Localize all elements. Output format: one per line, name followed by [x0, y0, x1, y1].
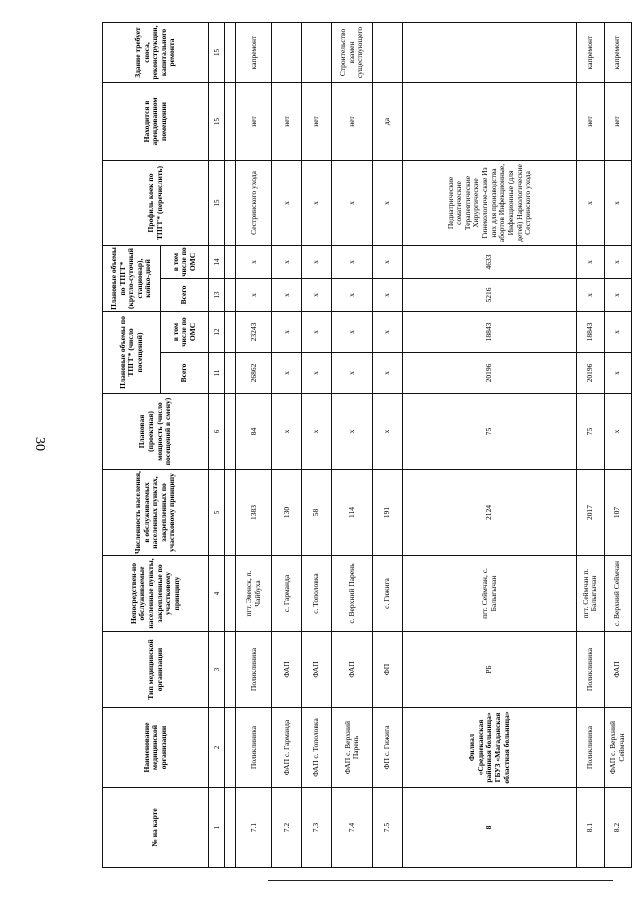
row-profile: Педиатрические соматические Терапевтические Хирургические Гинекологиче-ские Из них для производства абортов Инфекционные, Инфекционные (для детей) Наркологические Сестринского ухода	[403, 160, 577, 245]
row-rented: нет	[302, 82, 332, 160]
row-profile: х	[332, 160, 373, 245]
row-repair	[272, 22, 302, 82]
row-visits-oms: х	[373, 312, 403, 353]
header-visits-total: Всего	[161, 353, 209, 394]
row-beds-total: х	[332, 279, 373, 312]
row-name: ФАП с. Тополовка	[302, 708, 332, 788]
page-number: 30	[32, 437, 47, 451]
row-type: ФП	[373, 632, 403, 708]
row-repair	[373, 22, 403, 82]
header-beds-oms: в том числе по ОМС	[161, 245, 209, 278]
index-cell: 1	[209, 788, 225, 868]
row-beds-oms: х	[604, 245, 631, 278]
row-beds-total: х	[373, 279, 403, 312]
row-population: 58	[302, 470, 332, 556]
medical-organizations-table	[102, 22, 632, 868]
index-cell: 5	[209, 470, 225, 556]
row-visits-oms: х	[332, 312, 373, 353]
row-name: ФАП с. Гарманда	[272, 708, 302, 788]
row-type: ФАП	[272, 632, 302, 708]
row-type: ФАП	[332, 632, 373, 708]
footnote-rule	[268, 880, 613, 881]
row-capacity: 84	[236, 394, 272, 470]
row-settlements: пгт. Сеймчан п. Балыгычан	[577, 556, 604, 632]
row-capacity: х	[373, 394, 403, 470]
row-name: ФП с. Гижига	[373, 708, 403, 788]
index-cell: 2	[209, 708, 225, 788]
row-capacity: х	[302, 394, 332, 470]
row-population: 130	[272, 470, 302, 556]
table-row	[577, 22, 604, 867]
row-rented	[403, 82, 577, 160]
row-rented: нет	[604, 82, 631, 160]
row-visits-total: х	[604, 353, 631, 394]
row-repair: капремонт	[236, 22, 272, 82]
column-index-row	[209, 22, 225, 867]
index-cell: 11	[209, 353, 225, 394]
row-beds-oms: х	[332, 245, 373, 278]
row-visits-oms: х	[302, 312, 332, 353]
row-settlements: с. Верхний Парень	[332, 556, 373, 632]
row-settlements: с. Верхний Сеймчан	[604, 556, 631, 632]
row-name: ФАП с. Верхний Сеймчан	[604, 708, 631, 788]
row-rented: нет	[236, 82, 272, 160]
header-beds-total: Всего	[161, 279, 209, 312]
row-population: 1383	[236, 470, 272, 556]
row-name: ФАП с. Верхний Парень	[332, 708, 373, 788]
row-capacity: 75	[403, 394, 577, 470]
row-num: 7.2	[272, 788, 302, 868]
row-capacity: х	[272, 394, 302, 470]
row-population: 2124	[403, 470, 577, 556]
row-beds-oms: 4633	[403, 245, 577, 278]
row-visits-oms: 18843	[577, 312, 604, 353]
row-num: 7.4	[332, 788, 373, 868]
row-settlements: пгт. Сеймчан, с. Балыгычан	[403, 556, 577, 632]
header-capacity: Плановая (проектная) мощность (число посещений в смену)	[103, 394, 209, 470]
row-num: 8	[403, 788, 577, 868]
row-num: 7.3	[302, 788, 332, 868]
header-visits-oms: в том числе по ОМС	[161, 312, 209, 353]
row-profile: х	[373, 160, 403, 245]
row-type: ФАП	[604, 632, 631, 708]
row-beds-total: х	[302, 279, 332, 312]
row-beds-total: х	[577, 279, 604, 312]
row-repair: Строительство взамен существующего	[332, 22, 373, 82]
table-row	[302, 22, 332, 867]
row-capacity: 75	[577, 394, 604, 470]
row-visits-total: 20196	[577, 353, 604, 394]
index-cell: 15	[209, 22, 225, 82]
table-row	[236, 22, 272, 867]
table-row	[604, 22, 631, 867]
index-cell: 6	[209, 394, 225, 470]
separator-row	[225, 22, 236, 867]
row-profile: х	[302, 160, 332, 245]
row-name: Поликлиника	[577, 708, 604, 788]
row-capacity: х	[604, 394, 631, 470]
row-type: Поликлиника	[236, 632, 272, 708]
row-settlements: с. Гарманда	[272, 556, 302, 632]
header-type: Тип медицинской организации	[103, 632, 209, 708]
row-beds-total: х	[236, 279, 272, 312]
row-beds-total: 5216	[403, 279, 577, 312]
row-visits-oms: х	[272, 312, 302, 353]
row-population: 191	[373, 470, 403, 556]
row-beds-oms: х	[373, 245, 403, 278]
index-cell: 12	[209, 312, 225, 353]
row-population: 2017	[577, 470, 604, 556]
index-cell: 15	[209, 82, 225, 160]
row-type: РБ	[403, 632, 577, 708]
index-cell: 14	[209, 245, 225, 278]
row-beds-oms: х	[272, 245, 302, 278]
row-visits-oms: 18843	[403, 312, 577, 353]
row-rented: да	[373, 82, 403, 160]
header-settlements: Непосредствен-но обслуживаемые населенные пункты, закрепленные по участковому принципу	[103, 556, 209, 632]
row-visits-total: х	[302, 353, 332, 394]
row-beds-total: х	[272, 279, 302, 312]
row-rented: нет	[332, 82, 373, 160]
row-settlements: с. Тополовка	[302, 556, 332, 632]
row-visits-total: х	[332, 353, 373, 394]
row-beds-oms: х	[577, 245, 604, 278]
row-settlements: пгт. Эвенск, п. Чайбуха	[236, 556, 272, 632]
table-body	[236, 22, 632, 867]
index-cell: 3	[209, 632, 225, 708]
header-rented: Находится в арендованном помещении	[103, 82, 209, 160]
row-profile: х	[577, 160, 604, 245]
row-profile: х	[272, 160, 302, 245]
row-type: ФАП	[302, 632, 332, 708]
header-name: Наименование медицинской организации	[103, 708, 209, 788]
index-cell: 4	[209, 556, 225, 632]
row-repair: капремонт	[577, 22, 604, 82]
row-visits-total: 20196	[403, 353, 577, 394]
row-beds-total: х	[604, 279, 631, 312]
header-profile: Профиль коек по ТПГГ* (перечислить)	[103, 160, 209, 245]
index-cell: 15	[209, 160, 225, 245]
row-num: 8.1	[577, 788, 604, 868]
row-visits-total: 26862	[236, 353, 272, 394]
row-population: 107	[604, 470, 631, 556]
row-num: 8.2	[604, 788, 631, 868]
row-visits-total: х	[373, 353, 403, 394]
row-rented: нет	[577, 82, 604, 160]
row-beds-oms: х	[302, 245, 332, 278]
rotated-table-container	[102, 23, 632, 868]
row-profile: Сестринского ухода	[236, 160, 272, 245]
index-cell: 13	[209, 279, 225, 312]
row-settlements: с. Гижига	[373, 556, 403, 632]
row-visits-oms: х	[604, 312, 631, 353]
header-population: Численность населения, в обслуживаемых населенных пунктах, закрепленных по участковому принципу	[103, 470, 209, 556]
row-repair	[403, 22, 577, 82]
table-row	[373, 22, 403, 867]
row-visits-oms: 23243	[236, 312, 272, 353]
row-name: Поликлиника	[236, 708, 272, 788]
row-repair	[302, 22, 332, 82]
header-beds-group: Плановые объемы по ТПГГ* (кругло-суточный стационар), койко-дней	[103, 245, 161, 311]
row-capacity: х	[332, 394, 373, 470]
row-population: 114	[332, 470, 373, 556]
header-repair: Здание требует сноса, реконструкции, капитального ремонта	[103, 22, 209, 82]
header-visits-group: Плановые объемы по ТПГГ* (число посещений)	[103, 312, 161, 394]
table-row	[403, 22, 577, 867]
row-repair: капремонт	[604, 22, 631, 82]
header-num: № на карте	[103, 788, 209, 868]
table-row	[332, 22, 373, 867]
row-num: 7.1	[236, 788, 272, 868]
row-beds-oms: х	[236, 245, 272, 278]
table-row	[272, 22, 302, 867]
row-name: Филиал «Среднеканская районная больница» ГБУЗ «Магаданская областная больница»	[403, 708, 577, 788]
row-visits-total: х	[272, 353, 302, 394]
row-profile: х	[604, 160, 631, 245]
row-num: 7.5	[373, 788, 403, 868]
row-type: Поликлиника	[577, 632, 604, 708]
row-rented: нет	[272, 82, 302, 160]
